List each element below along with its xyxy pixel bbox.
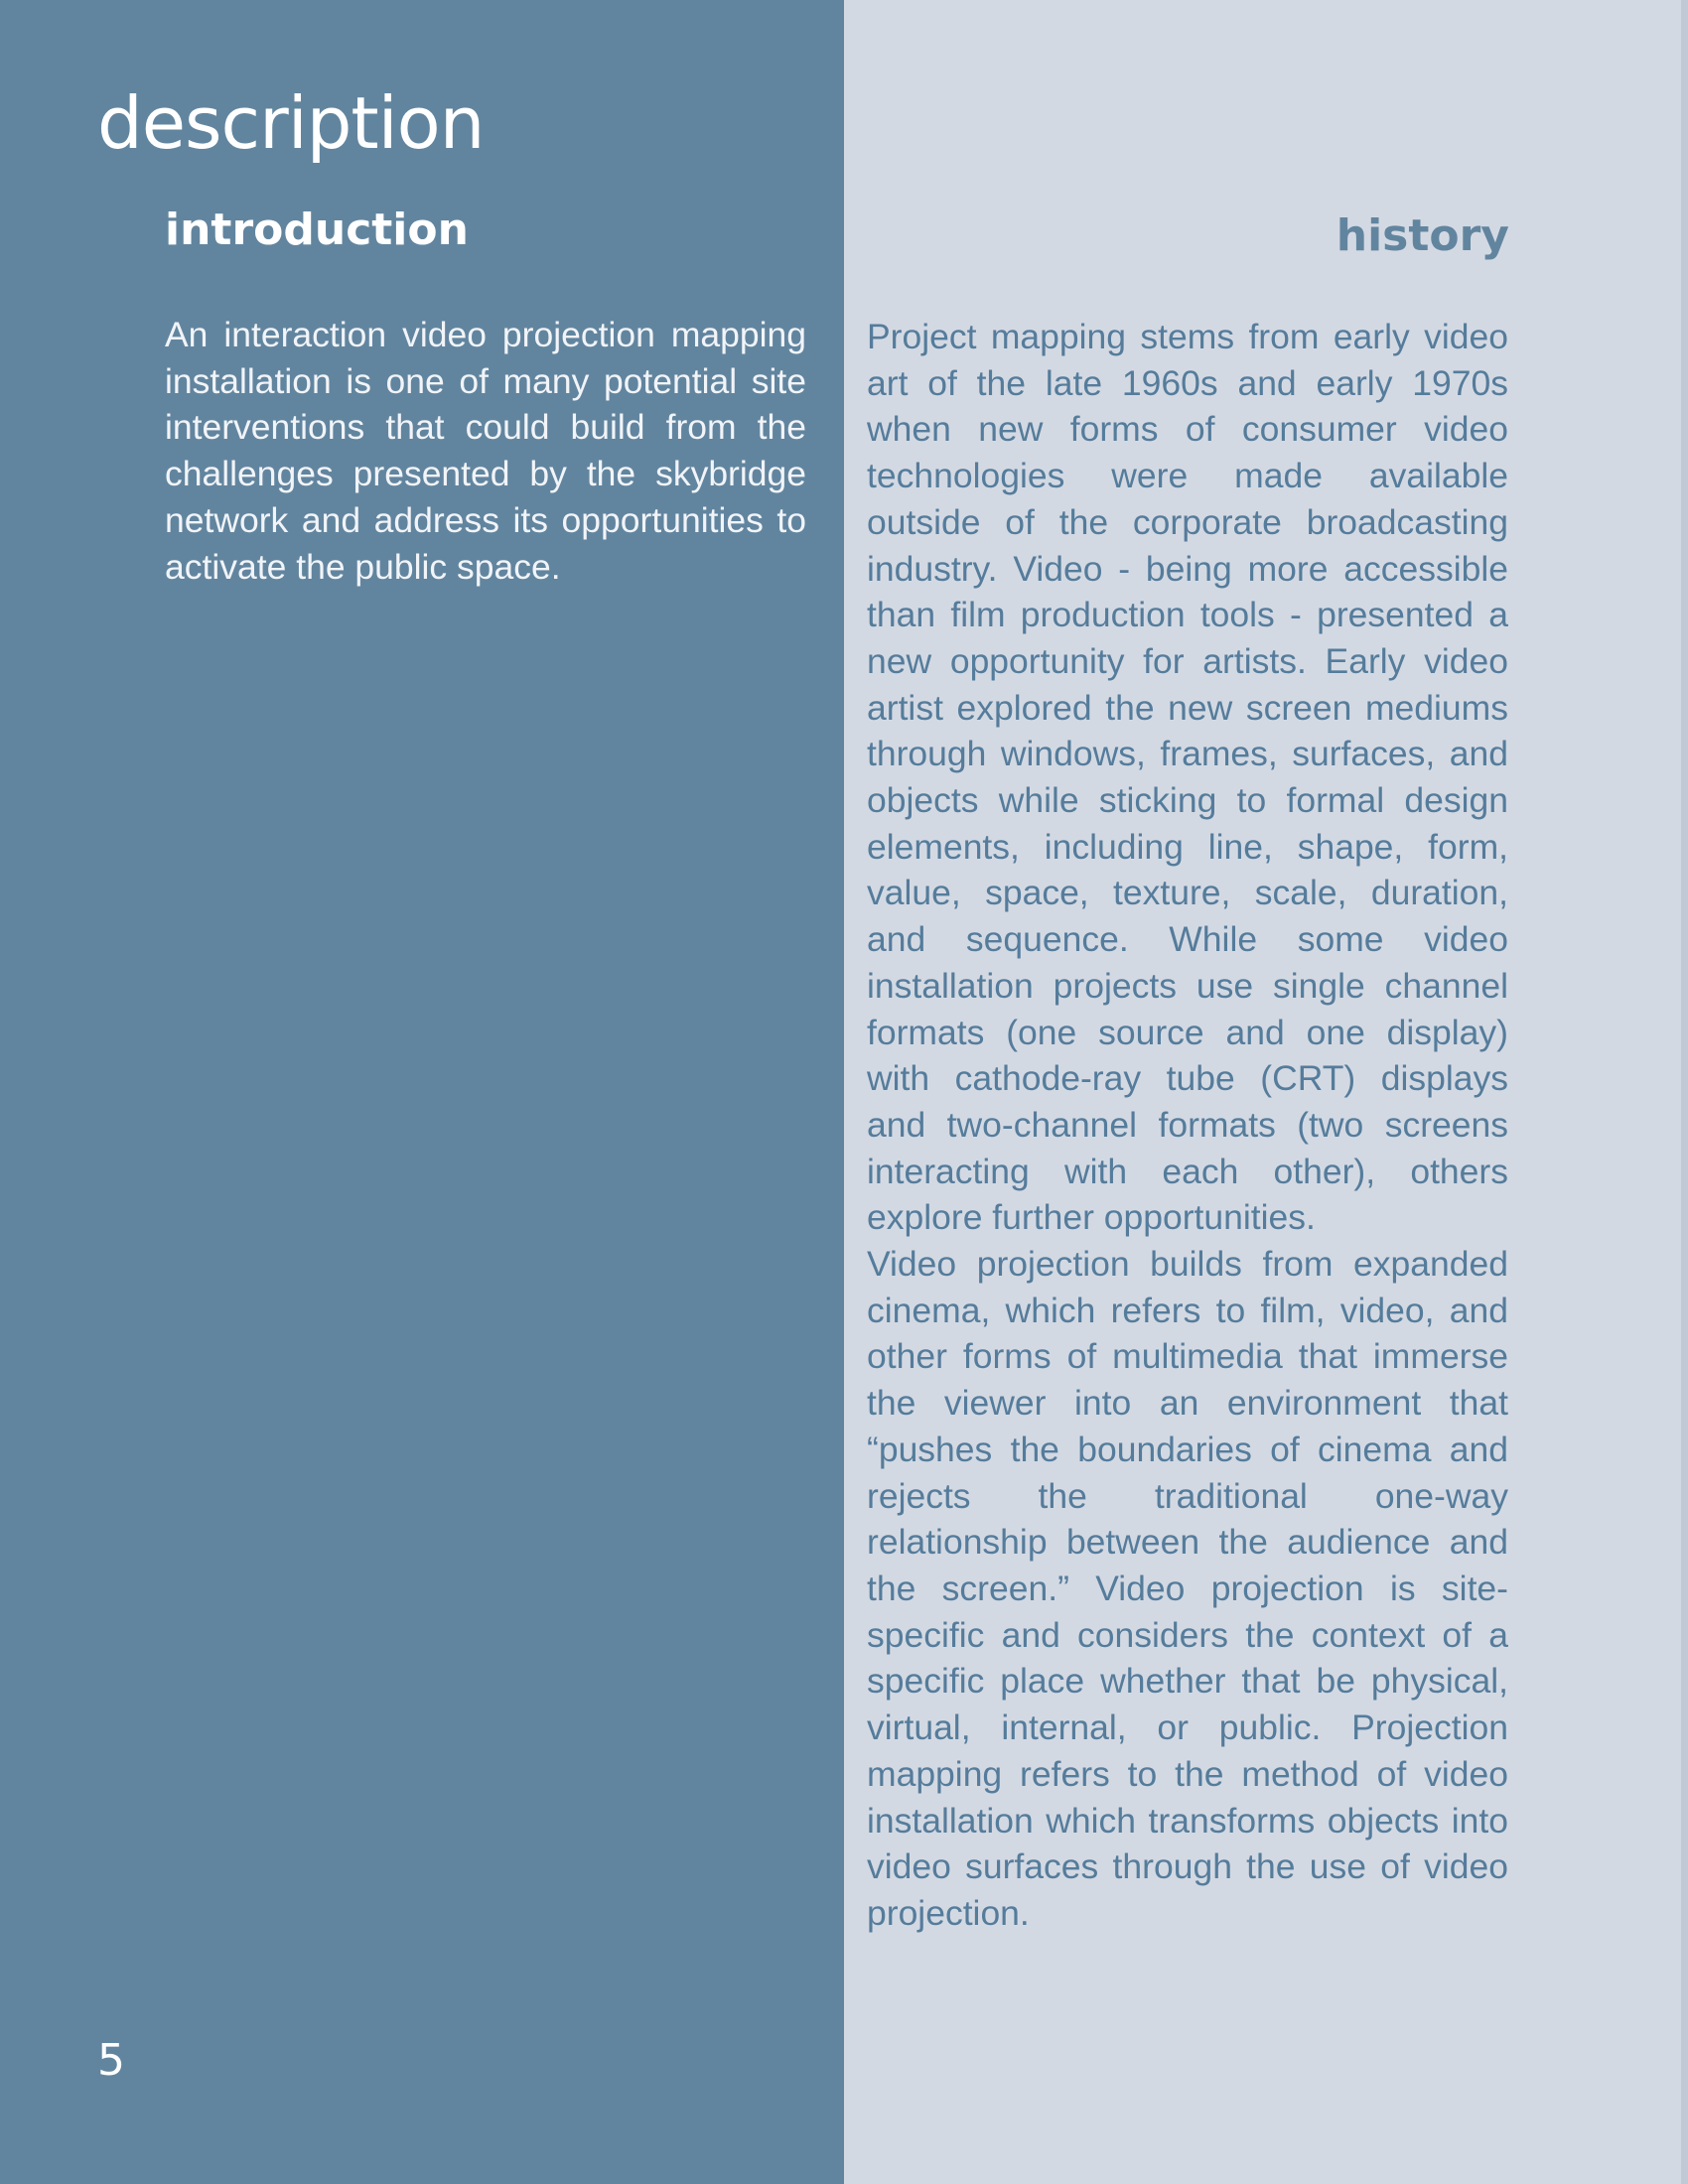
page-title: description — [97, 81, 485, 165]
history-paragraph-2: Video projection builds from expanded cinema, which refers to film, video, and other forms of multimedia that immerse the viewer into an environment that “pushes the boundaries of cinema and rejects the traditional one-way relationship between the audience and the screen.” Video projection is site-specific and considers the context of a specific place whether that be physical, virtual, internal, or public. Projection mapping refers to the method of video installation which transforms objects into video surfaces through the use of video projection. — [867, 1244, 1508, 1933]
introduction-heading: introduction — [165, 205, 469, 255]
history-body — [867, 314, 1508, 1937]
page-number: 5 — [97, 2035, 125, 2086]
history-heading: history — [1336, 210, 1509, 261]
introduction-body: An interaction video projection mapping installation is one of many potential site interventions that could build from the challenges presented by the skybridge network and address its opportunities to activate the public space. — [165, 315, 806, 587]
page-edge — [1681, 0, 1688, 2184]
history-paragraph-1: Project mapping stems from early video art of the late 1960s and early 1970s when new forms of consumer video technologies were made available outside of the corporate broadcasting industry. Video - being more accessible than film production tools - presented a new opportunity for artists. Early video artist explored the new screen mediums through windows, frames, surfaces, and objects while sticking to formal design elements, including line, shape, form, value, space, texture, scale, duration, and sequence. While some video installation projects use single channel formats (one source and one display) with cathode-ray tube (CRT) displays and two-channel formats (two screens interacting with each other), others explore further opportunities. — [867, 317, 1508, 1238]
